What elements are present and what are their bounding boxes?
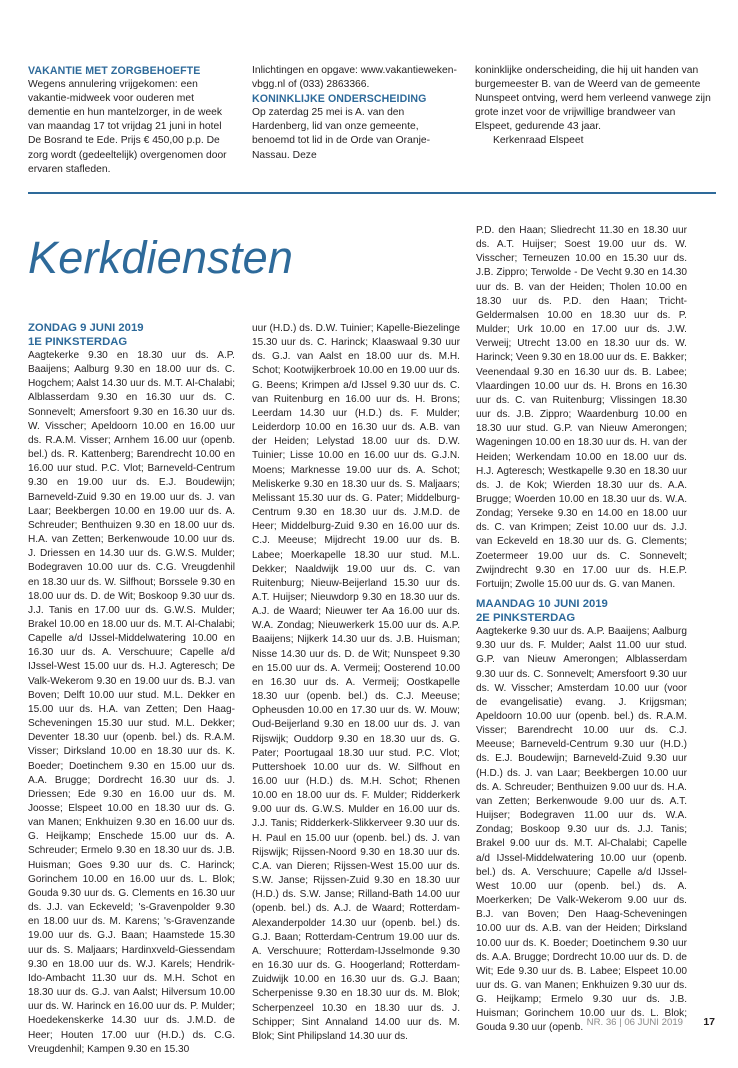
- section-title: Kerkdiensten: [28, 232, 294, 283]
- announcement-intro: Inlichtingen en opgave: www.vakantieweken-vbgg.nl of (033) 2863366.: [252, 65, 457, 91]
- section-divider: [28, 192, 716, 194]
- services-text: Aagtekerke 9.30 uur ds. A.P. Baaijens; Aalburg 9.30 uur ds. F. Mulder; Aalst 11.00 uur stud. G.P. van Nieuw Amerongen; Alblasserdam 9.30 uur ds. C. Sonnevelt; Amersfoort 9.30 uur ds. W. Visscher; Amsterdam 10.00 uur (voor de evangelisatie) evang. J. Krijgsman; Apeldoorn 10.00 uur (openb. bel.) ds. R.A.M. Visser; Barendrecht 10.00 uur ds. C.J. Meeuse; Barneveld-Centrum 9.30 uur (H.D.) ds. E.J. Boudewijn; Barneveld-Zuid 9.30 uur (H.D.) ds. J. van Laar; Beekbergen 10.00 uur ds. A. Schreuder; Benthuizen 9.00 uur ds. H.A. van Zetten; Berkenwoude 9.00 uur ds. A.T. Huijser; Bodegraven 11.00 uur ds. W.A. Zondag; Boskoop 9.30 uur ds. J.J. Tanis; Brakel 9.00 uur ds. M.T. Al-Chalabi; Capelle a/d IJssel-Middelwatering 10.00 uur (openb. bel.) ds. A. Verschuure; Capelle a/d IJssel-West 10.00 uur (openb. bel.) ds. A. Moerkerken; De Valk-Wekerom 9.00 uur ds. B.J. van Boven; Den Haag-Scheveningen 10.00 uur ds. A.B. van der Heiden; Dirksland 10.00 uur ds. K. Boeder; Doetinchem 9.30 uur ds. A.A. Brugge; Dordrecht 10.00 uur ds. D. de Wit; Ede 9.30 uur ds. B. Labee; Elspeet 10.00 uur ds. G. van Manen; Enkhuizen 9.30 uur ds. G. Heijkamp; Ermelo 9.30 uur ds. J.B. Huisman; Gorinchem 10.00 uur ds. L. Blok; Gouda 9.30 uur (openb.: [476, 626, 687, 1034]
- announcement-text: koninklijke onderscheiding, die hij uit handen van burgemeester B. van de Weerd van de gemeente Nunspeet ontving, werd hem verleend vanwege zijn grote inzet voor de vrijwillige brandweer van Elspeet, gedurende 43 jaar.: [475, 65, 711, 133]
- announcement-onderscheiding: [252, 64, 457, 163]
- services-column-1: [28, 322, 235, 1057]
- announcement-heading: VAKANTIE MET ZORGBEHOEFTE: [28, 65, 201, 77]
- day-heading: ZONDAG 9 JUNI 2019: [28, 322, 144, 334]
- services-text: uur (H.D.) ds. D.W. Tuinier; Kapelle-Biezelinge 15.30 uur ds. C. Harinck; Klaaswaal 9.30 uur ds. G.J. van Aalst en 18.00 uur ds. M.H. Schot; Kootwijkerbroek 10.00 en 19.00 uur ds. G. Beens; Krimpen a/d IJssel 9.30 uur ds. C. van Ruitenburg en 16.00 uur ds. H. Brons; Leerdam 14.30 uur (H.D.) ds. F. Mulder; Leiderdorp 10.00 en 16.30 uur ds. A.B. van der Heiden; Lelystad 18.00 uur ds. D.W. Tuinier; Lisse 10.00 en 16.00 uur ds. G.J.N. Moens; Marknesse 19.00 uur ds. A. Schot; Meliskerke 9.30 en 18.30 uur ds. S. Maljaars; Melissant 15.30 uur ds. G. Pater; Middelburg-Centrum 9.30 en 18.30 uur ds. J.M.D. de Heer; Middelburg-Zuid 9.30 en 16.00 uur ds. C.J. Meeuse; Mijdrecht 19.00 uur ds. B. Labee; Moerkapelle 18.30 uur stud. M.L. Dekker; Naaldwijk 19.00 uur ds. C. van Ruitenburg; Nieuw-Beijerland 15.30 uur ds. A.T. Huijser; Nieuwdorp 9.30 en 18.30 uur ds. A.J. de Waard; Nieuwer ter Aa 16.00 uur ds. W.A. Zondag; Nieuwerkerk 15.00 uur ds. A.P. Baaijens; Nijkerk 14.30 uur ds. J.B. Huisman; Nisse 14.30 uur ds. D. de Wit; Nunspeet 9.30 en 15.00 uur ds. A. Vermeij; Oosterend 10.00 en 16.30 uur ds. A. Vermeij; Oostkapelle 18.30 uur (openb. bel.) ds. C.J. Meeuse; Opheusden 10.00 en 17.30 uur ds. W. Mouw; Oud-Beijerland 9.30 en 18.00 uur ds. J. van Rijswijk; Ouddorp 9.30 en 18.30 uur ds. G. Pater; Poortugaal 18.30 uur stud. P.C. Vlot; Puttershoek 10.00 uur ds. W. Silfhout en 16.00 uur (H.D.) ds. M.H. Schot; Rhenen 10.00 en 18.00 uur ds. F. Mulder; Ridderkerk 9.00 uur ds. G.W.S. Mulder en 16.00 uur ds. J.J. Tanis; Ridderkerk-Slikkerveer 9.30 uur ds. H. Paul en 15.00 uur (openb. bel.) ds. J. van Rijswijk; Rijssen-Noord 9.30 en 18.30 uur ds. C.A. van Dieren; Rijssen-West 15.00 uur ds. S.W. Janse; Rijssen-Zuid 9.30 en 18.30 uur (H.D.) ds. S.W. Janse; Rilland-Bath 14.00 uur (openb. bel.) ds. A.J. de Waard; Rotterdam-Alexanderpolder 14.30 uur (openb. bel.) ds. G.J. Baan; Rotterdam-Centrum 19.00 uur ds. A. Verschuure; Rotterdam-IJsselmonde 9.30 en 16.30 uur ds. G. Hoogerland; Rotterdam-Zuidwijk 10.00 en 16.30 uur ds. G.J. Baan; Scherpenisse 9.30 en 18.30 uur ds. M. Blok; Scherpenzeel 10.30 en 18.30 uur ds. J. Schipper; Sint Annaland 14.00 uur ds. M. Blok; Sint Philipsland 14.30 uur ds.: [252, 323, 460, 1042]
- announcement-continued: [475, 64, 711, 149]
- services-text: Aagtekerke 9.30 en 18.30 uur ds. A.P. Baaijens; Aalburg 9.30 en 18.00 uur ds. C. Hogchem; Aalst 14.30 uur ds. M.T. Al-Chalabi; Alblasserdam 9.30 en 16.30 uur ds. C. Sonnevelt; Amersfoort 9.30 en 16.30 uur ds. W. Visscher; Apeldoorn 10.00 en 16.00 uur ds. R.A.M. Visser; Arnhem 16.00 uur (openb. bel.) ds. R. Kattenberg; Barendrecht 10.00 en 16.00 uur stud. P.C. Vlot; Barneveld-Centrum 9.30 en 19.00 uur ds. E.J. Boudewijn; Barneveld-Zuid 9.30 en 19.00 uur ds. J. van Laar; Beekbergen 10.00 en 19.00 uur ds. A. Schreuder; Benthuizen 9.30 en 18.00 uur ds. H.A. van Zetten; Berkenwoude 10.00 uur ds. J. Driessen en 14.30 uur ds. G.W.S. Mulder; Bodegraven 10.00 uur ds. C.G. Vreugdenhil en 18.30 uur ds. W. Silfhout; Borssele 9.30 en 18.00 uur ds. D. de Wit; Boskoop 9.30 uur ds. J.J. Tanis en 17.00 uur ds. G.W.S. Mulder; Brakel 10.00 en 18.00 uur ds. M.T. Al-Chalabi; Capelle a/d IJssel-Middelwatering 10.00 en 16.30 uur ds. A. Verschuure; Capelle a/d IJssel-West 15.00 uur ds. H.J. Agteresch; De Valk-Wekerom 9.30 en 19.00 uur ds. B.J. van Boven; Delft 10.00 uur stud. M.L. Dekker en 15.00 uur ds. H.A. van Zetten; Den Haag-Scheveningen 15.30 uur stud. M.L. Dekker; Deventer 18.30 uur (openb. bel.) ds. R.A.M. Visser; Dirksland 10.00 en 18.30 uur ds. K. Boeder; Doetinchem 9.30 en 15.00 uur ds. A.A. Brugge; Dordrecht 16.30 uur ds. J. Driessen; Ede 9.30 en 16.00 uur ds. M. Joosse; Elspeet 10.00 en 18.30 uur ds. G. van Manen; Enkhuizen 9.30 en 16.00 uur ds. G. Heijkamp; Enschede 15.00 uur ds. A. Schreuder; Ermelo 9.30 en 18.30 uur ds. J.B. Huisman; Goes 9.30 uur ds. C. Harinck; Gorinchem 10.00 en 16.00 uur ds. L. Blok; Gouda 9.30 uur ds. G. Clements en 16.30 uur ds. J.J. van Eckeveld; 's-Gravenpolder 9.30 en 18.00 uur ds. M. Karens; 's-Gravenzande 19.00 uur ds. G.J. Baan; Haamstede 15.30 uur ds. S. Maljaars; Hardinxveld-Giessendam 9.30 en 18.00 uur ds. W.J. Karels; Hendrik-Ido-Ambacht 11.30 uur ds. M.H. Schot en 18.30 uur ds. G.J. van Aalst; Hilversum 10.00 uur ds. W. Harinck en 16.00 uur ds. P. Mulder; Hoedekenskerke 14.30 uur ds. J.M.D. de Heer; Houten 17.00 uur (H.D.) ds. C.G. Vreugdenhil; Kampen 9.30 en 15.30: [28, 350, 235, 1055]
- announcement-text: Op zaterdag 25 mei is A. van den Hardenberg, lid van onze gemeente, benoemd tot lid in de Orde van Oranje-Nassau. Deze: [252, 107, 431, 161]
- issue-info: NR. 36 | 06 JUNI 2019: [586, 1017, 683, 1028]
- announcement-text: Wegens annulering vrijgekomen: een vakantie-midweek voor ouderen met dementie en hun mantelzorger, in de week van maandag 17 tot vrijdag 21 juni in hotel De Bosrand te Ede. Prijs € 450,00 p.p. De zorg wordt (gedeeltelijk) overgenomen door ervaren stafleden.: [28, 79, 227, 175]
- services-column-3: [476, 224, 687, 1036]
- day-heading: MAANDAG 10 JUNI 2019: [476, 598, 608, 611]
- day-subheading: 1E PINKSTERDAG: [28, 335, 128, 348]
- announcement-vakantie: [28, 64, 233, 177]
- services-text: P.D. den Haan; Sliedrecht 11.30 en 18.30 uur ds. A.T. Huijser; Soest 19.00 uur ds. W. Visscher; Terneuzen 10.00 en 15.30 uur ds. J.B. Zippro; Terwolde - De Vecht 9.30 en 14.30 uur ds. B. van der Heiden; Tholen 10.00 en 18.30 uur ds. P.D. den Haan; Tricht-Geldermalsen 10.00 en 18.30 uur ds. P. Mulder; Urk 10.00 en 17.00 uur ds. J.W. Verweij; Utrecht 13.00 en 18.30 uur ds. W. Harinck; Veen 9.30 en 18.00 uur ds. E. Bakker; Veenendaal 9.30 en 16.30 uur ds. B. Labee; Vlaardingen 10.00 uur ds. H. Brons en 16.30 uur ds. C. van Ruitenburg; Vlissingen 18.30 uur ds. J.B. Zippro; Waardenburg 10.00 en 18.30 uur stud. G.P. van Nieuw Amerongen; Wageningen 10.00 en 18.30 uur ds. H. van der Heiden; Werkendam 10.00 en 18.00 uur ds. H.J. Agteresch; Westkapelle 9.30 en 18.30 uur ds. J. de Kok; Wierden 18.30 uur ds. A.A. Brugge; Woerden 10.00 en 18.30 uur ds. W.A. Zondag; Yerseke 9.30 en 14.00 en 18.00 uur ds. C. van Krimpen; Zeist 10.00 uur ds. J.J. van Eckeveld en 18.30 uur ds. G. Clements; Zoetermeer 19.00 uur ds. C. Sonnevelt; Zwijndrecht 9.30 en 17.00 uur ds. H.E.P. Fortuijn; Zwolle 15.00 uur ds. G. van Manen.: [476, 225, 687, 590]
- announcements: [28, 64, 716, 186]
- announcement-heading: KONINKLIJKE ONDERSCHEIDING: [252, 93, 427, 106]
- services-column-2: [252, 322, 460, 1044]
- day-subheading: 2E PINKSTERDAG: [476, 611, 576, 624]
- page-number: 17: [703, 1016, 715, 1028]
- announcement-signature: Kerkenraad Elspeet: [493, 135, 584, 147]
